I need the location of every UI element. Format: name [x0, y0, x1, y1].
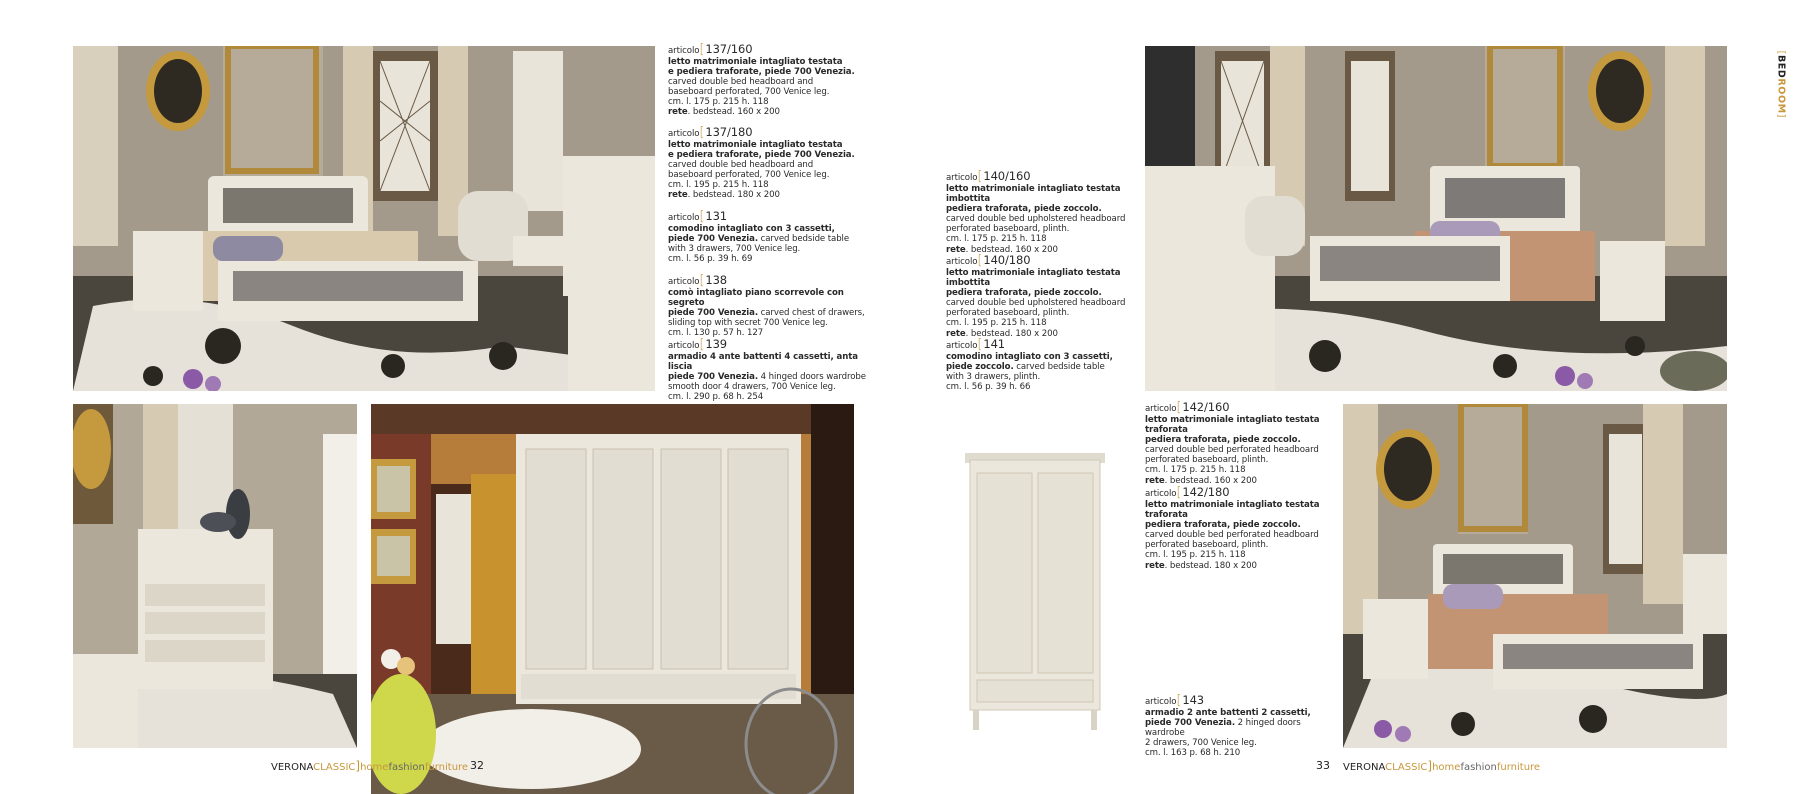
rete-label: rete	[946, 328, 966, 339]
article-140-160: articolo[140/160 letto matrimoniale intagliato testata imbottita pediera traforata, piede zoccolo. carved double bed upholstered headboard perforated baseboard, plinth. cm. l. 175 p. 215 h. 118 rete. bedstead. 160 x 200	[946, 170, 1141, 255]
italian-desc: armadio 2 ante battenti 2 cassetti,	[1145, 708, 1311, 718]
article-label: articolo	[668, 277, 700, 287]
article-143: articolo[143 armadio 2 ante battenti 2 cassetti, piede 700 Venezia. 2 hinged doors wardrobe 2 drawers, 700 Venice leg. cm. l. 163 p. 68 h. 210	[1145, 694, 1340, 758]
dimensions: cm. l. 163 p. 68 h. 210	[1145, 748, 1241, 759]
wardrobe-cutout-photo	[955, 448, 1115, 738]
chest-photo	[73, 404, 357, 748]
english-desc: carved double bed upholstered headboard	[946, 298, 1126, 309]
article-code: 143	[1182, 693, 1205, 707]
italian-desc: letto matrimoniale intagliato testata	[668, 140, 843, 150]
english-desc: carved double bed perforated headboard	[1145, 445, 1319, 456]
article-code: 140/180	[983, 253, 1031, 267]
rete-label: rete	[668, 190, 688, 201]
bedstead-size: . bedstead. 180 x 200	[1164, 560, 1257, 571]
article-140-180: articolo[140/180 letto matrimoniale intagliato testata imbottita pediera traforata, piede zoccolo. carved double bed upholstered headboard perforated baseboard, plinth. cm. l. 195 p. 215 h. 118 rete. bedstead. 180 x 200	[946, 254, 1141, 339]
article-label: articolo	[946, 173, 978, 183]
bedstead-size: . bedstead. 160 x 200	[687, 107, 780, 118]
english-desc: 2 drawers, 700 Venice leg.	[1145, 738, 1257, 749]
bedstead-size: . bedstead. 180 x 200	[687, 190, 780, 201]
english-desc: carved double bed perforated headboard	[1145, 530, 1319, 541]
english-desc: carved double bed headboard and	[668, 160, 814, 171]
article-label: articolo	[946, 257, 978, 267]
dimensions: cm. l. 130 p. 57 h. 127	[668, 328, 764, 339]
italian-desc: piede zoccolo.	[946, 362, 1014, 373]
article-137-180: articolo[137/180 letto matrimoniale intagliato testata e pediera traforate, piede 700 Venezia. carved double bed headboard and baseboard perforated, 700 Venice leg. cm. l. 195 p. 215 h. 118 rete. bedstead. 180 x 200	[668, 126, 868, 201]
english-desc: smooth door 4 drawers, 700 Venice leg.	[668, 382, 836, 393]
italian-desc: pediera traforata, piede zoccolo.	[946, 288, 1102, 299]
bedstead-size: . bedstead. 160 x 200	[1164, 475, 1257, 486]
rete-label: rete	[668, 107, 688, 118]
italian-desc: letto matrimoniale intagliato testata traforata	[1145, 500, 1320, 521]
italian-desc: e pediera traforate, piede 700 Venezia.	[668, 67, 855, 78]
english-desc: perforated baseboard, plinth.	[1145, 540, 1269, 551]
article-label: articolo	[946, 341, 978, 351]
english-desc: perforated baseboard, plinth.	[946, 308, 1070, 319]
english-desc: sliding top with secret 700 Venice leg.	[668, 318, 828, 329]
italian-desc: letto matrimoniale intagliato testata	[668, 57, 843, 67]
section-tab-bedroom: [BEDROOM]	[1775, 50, 1786, 118]
english-desc: baseboard perforated, 700 Venice leg.	[668, 170, 830, 181]
article-142-180: articolo[142/180 letto matrimoniale intagliato testata traforata pediera traforata, piede zoccolo. carved double bed perforated headboard perforated baseboard, plinth. cm. l. 195 p. 215 h. 118 rete. bedstead. 180 x 200	[1145, 486, 1340, 571]
rete-label: rete	[1145, 475, 1165, 486]
italian-desc: piede 700 Venezia.	[668, 372, 758, 383]
dimensions: cm. l. 290 p. 68 h. 254	[668, 392, 764, 403]
italian-desc: letto matrimoniale intagliato testata imbottita	[946, 184, 1121, 205]
bedstead-size: . bedstead. 180 x 200	[965, 328, 1058, 339]
article-139: articolo[139 armadio 4 ante battenti 4 cassetti, anta liscia piede 700 Venezia. 4 hinged doors wardrobe smooth door 4 drawers, 700 Venice leg. cm. l. 290 p. 68 h. 254	[668, 338, 878, 402]
bedroom-photo-right-bottom	[1343, 404, 1727, 748]
bedstead-size: . bedstead. 160 x 200	[965, 244, 1058, 255]
english-desc: carved double bed headboard and	[668, 77, 814, 88]
italian-desc: letto matrimoniale intagliato testata imbottita	[946, 268, 1121, 289]
bedroom-photo-left	[73, 46, 655, 391]
dimensions: cm. l. 56 p. 39 h. 66	[946, 382, 1031, 393]
article-code: 138	[705, 273, 728, 287]
english-desc: carved bedside table	[758, 234, 850, 245]
brand-footer-left: VERONACLASSIC]homefashionfurniture	[271, 759, 469, 773]
page-number-left: 32	[470, 759, 484, 772]
page-number-right: 33	[1316, 759, 1330, 772]
article-code: 140/160	[983, 169, 1031, 183]
italian-desc: e pediera traforate, piede 700 Venezia.	[668, 150, 855, 161]
article-label: articolo	[668, 213, 700, 223]
dimensions: cm. l. 175 p. 215 h. 118	[1145, 465, 1246, 476]
bedroom-photo-right	[1145, 46, 1727, 391]
article-label: articolo	[1145, 404, 1177, 414]
dimensions: cm. l. 195 p. 215 h. 118	[1145, 550, 1246, 561]
english-desc: with 3 drawers, 700 Venice leg.	[668, 244, 801, 255]
article-label: articolo	[1145, 697, 1177, 707]
article-code: 142/180	[1182, 485, 1230, 499]
english-desc: 4 hinged doors wardrobe	[758, 372, 866, 383]
dimensions: cm. l. 175 p. 215 h. 118	[668, 97, 769, 108]
italian-desc: piede 700 Venezia.	[668, 234, 758, 245]
article-code: 137/160	[705, 42, 753, 56]
article-label: articolo	[668, 341, 700, 351]
dimensions: cm. l. 175 p. 215 h. 118	[946, 234, 1047, 245]
article-label: articolo	[668, 46, 700, 56]
article-131: articolo[131 comodino intagliato con 3 cassetti, piede 700 Venezia. carved bedside table with 3 drawers, 700 Venice leg. cm. l. 56 p. 39 h. 69	[668, 210, 868, 264]
italian-desc: armadio 4 ante battenti 4 cassetti, anta liscia	[668, 352, 858, 373]
italian-desc: comodino intagliato con 3 cassetti,	[946, 352, 1113, 362]
rete-label: rete	[946, 244, 966, 255]
article-label: articolo	[668, 129, 700, 139]
italian-desc: piede 700 Venezia.	[1145, 718, 1235, 729]
dimensions: cm. l. 56 p. 39 h. 69	[668, 254, 753, 265]
english-desc: with 3 drawers, plinth.	[946, 372, 1041, 383]
wardrobe-room-photo	[371, 404, 854, 794]
italian-desc: pediera traforata, piede zoccolo.	[1145, 435, 1301, 446]
english-desc: carved chest of drawers,	[758, 308, 865, 319]
article-code: 141	[983, 337, 1006, 351]
article-code: 131	[705, 209, 728, 223]
article-label: articolo	[1145, 489, 1177, 499]
english-desc: baseboard perforated, 700 Venice leg.	[668, 87, 830, 98]
article-142-160: articolo[142/160 letto matrimoniale intagliato testata traforata pediera traforata, piede zoccolo. carved double bed perforated headboard perforated baseboard, plinth. cm. l. 175 p. 215 h. 118 rete. bedstead. 160 x 200	[1145, 401, 1340, 486]
english-desc: 2 hinged doors wardrobe	[1145, 718, 1301, 739]
english-desc: carved bedside table	[1013, 362, 1105, 373]
article-code: 139	[705, 337, 728, 351]
italian-desc: comodino intagliato con 3 cassetti,	[668, 224, 835, 234]
article-137-160: articolo[137/160 letto matrimoniale intagliato testata e pediera traforate, piede 700 Venezia. carved double bed headboard and baseboard perforated, 700 Venice leg. cm. l. 175 p. 215 h. 118 rete. bedstead. 160 x 200	[668, 43, 868, 118]
rete-label: rete	[1145, 560, 1165, 571]
english-desc: carved double bed upholstered headboard	[946, 214, 1126, 225]
brand-footer-right: VERONACLASSIC]homefashionfurniture	[1343, 759, 1541, 773]
article-code: 142/160	[1182, 400, 1230, 414]
italian-desc: comò intagliato piano scorrevole con segreto	[668, 288, 844, 309]
article-code: 137/180	[705, 125, 753, 139]
article-141: articolo[141 comodino intagliato con 3 cassetti, piede zoccolo. carved bedside table with 3 drawers, plinth. cm. l. 56 p. 39 h. 66	[946, 338, 1141, 392]
italian-desc: letto matrimoniale intagliato testata traforata	[1145, 415, 1320, 436]
english-desc: perforated baseboard, plinth.	[946, 224, 1070, 235]
english-desc: perforated baseboard, plinth.	[1145, 455, 1269, 466]
italian-desc: piede 700 Venezia.	[668, 308, 758, 319]
italian-desc: pediera traforata, piede zoccolo.	[946, 204, 1102, 215]
dimensions: cm. l. 195 p. 215 h. 118	[946, 318, 1047, 329]
dimensions: cm. l. 195 p. 215 h. 118	[668, 180, 769, 191]
article-138: articolo[138 comò intagliato piano scorrevole con segreto piede 700 Venezia. carved chest of drawers, sliding top with secret 700 Venice leg. cm. l. 130 p. 57 h. 127	[668, 274, 873, 338]
italian-desc: pediera traforata, piede zoccolo.	[1145, 520, 1301, 531]
